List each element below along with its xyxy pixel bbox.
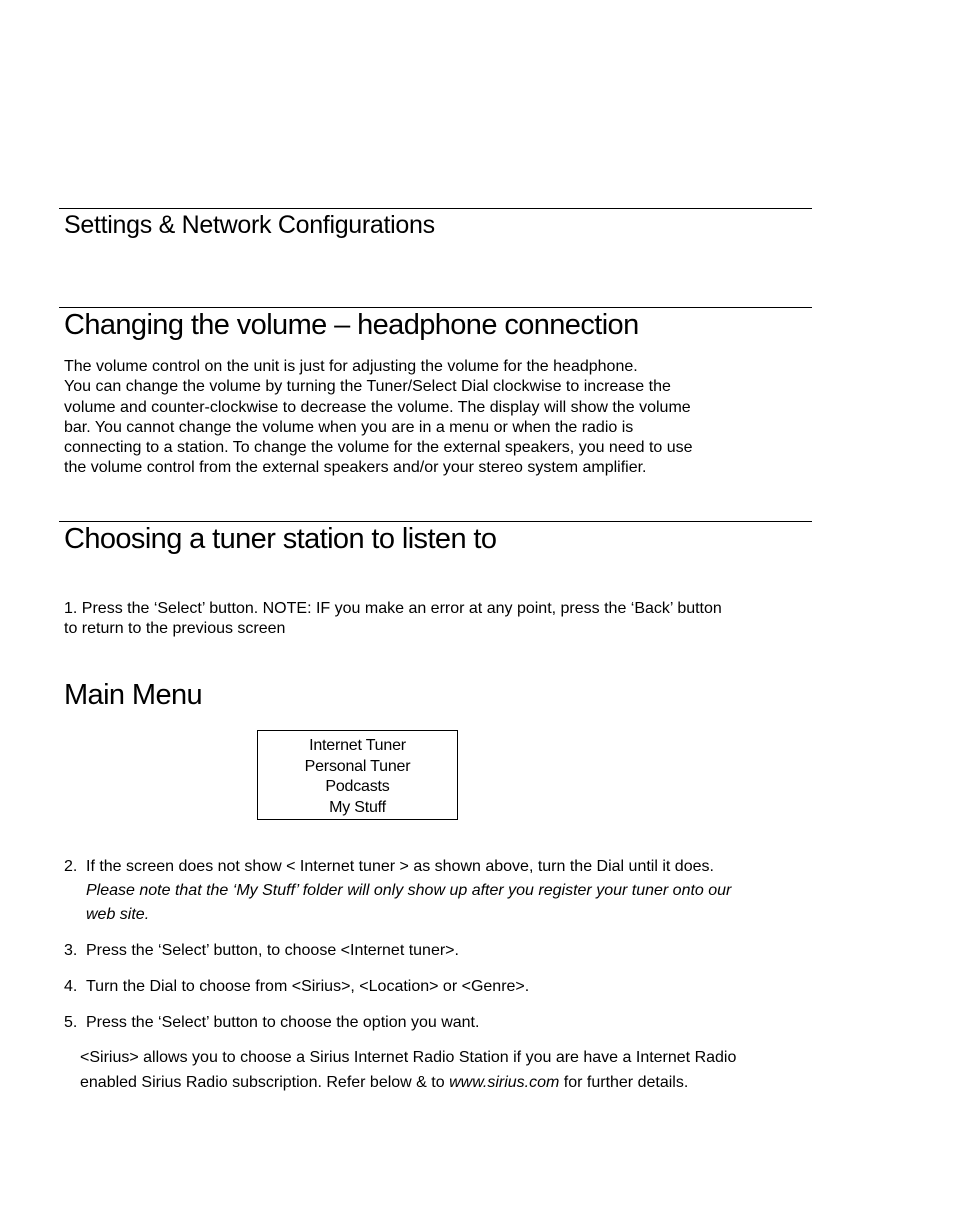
settings-section-title: Settings & Network Configurations bbox=[64, 211, 435, 239]
step-number: 2. bbox=[64, 858, 78, 875]
sirius-website-link[interactable]: www.sirius.com bbox=[449, 1074, 560, 1091]
step-5 bbox=[64, 1011, 479, 1035]
step-number: 3. bbox=[64, 942, 78, 959]
step-number: 4. bbox=[64, 978, 78, 995]
step-number: 5. bbox=[64, 1014, 78, 1031]
main-menu-display bbox=[257, 730, 458, 820]
main-menu-title: Main Menu bbox=[64, 679, 203, 711]
menu-item-internet-tuner: Internet Tuner bbox=[309, 737, 406, 754]
menu-item-my-stuff: My Stuff bbox=[329, 798, 386, 816]
step-text: Press the ‘Select’ button, to choose <Internet tuner>. bbox=[86, 942, 459, 959]
tuner-section-title: Choosing a tuner station to listen to bbox=[64, 523, 497, 555]
section-divider bbox=[59, 208, 812, 209]
step-2-note-line: Please note that the ‘My Stuff’ folder will only show up after you register your tuner onto our bbox=[86, 882, 732, 899]
sirius-line: <Sirius> allows you to choose a Sirius Internet Radio Station if you are have a Internet Radio bbox=[80, 1049, 737, 1066]
paragraph-line: volume and counter-clockwise to decrease the volume. The display will show the volume bbox=[64, 398, 691, 416]
step-text: Press the ‘Select’ button to choose the option you want. bbox=[86, 1014, 480, 1031]
sirius-text: for further details. bbox=[559, 1074, 689, 1091]
step-2-note-line: web site. bbox=[86, 906, 150, 923]
sirius-text: enabled Sirius Radio subscription. Refer below & to bbox=[80, 1074, 450, 1091]
paragraph-line: the volume control from the external speakers and/or your stereo system amplifier. bbox=[64, 459, 647, 477]
paragraph-line: connecting to a station. To change the volume for the external speakers, you need to use bbox=[64, 439, 693, 457]
volume-section-title: Changing the volume – headphone connection bbox=[64, 309, 639, 341]
step-text: If the screen does not show < Internet tuner > as shown above, turn the Dial until it does. bbox=[86, 858, 714, 875]
step-4 bbox=[64, 975, 529, 999]
paragraph-line: You can change the volume by turning the Tuner/Select Dial clockwise to increase the bbox=[64, 378, 671, 396]
step-2 bbox=[64, 855, 714, 879]
menu-item-podcasts: Podcasts bbox=[325, 778, 390, 795]
paragraph-line: 1. Press the ‘Select’ button. NOTE: IF you make an error at any point, press the ‘Back’ button bbox=[64, 600, 722, 617]
sirius-line bbox=[80, 1070, 688, 1095]
step-3 bbox=[64, 939, 459, 963]
section-divider bbox=[59, 521, 812, 522]
paragraph-line: The volume control on the unit is just for adjusting the volume for the headphone. bbox=[64, 358, 638, 375]
paragraph-line: to return to the previous screen bbox=[64, 620, 286, 638]
section-divider bbox=[59, 307, 812, 308]
step-text: Turn the Dial to choose from <Sirius>, <Location> or <Genre>. bbox=[86, 978, 530, 995]
volume-paragraph bbox=[64, 357, 824, 479]
paragraph-line: bar. You cannot change the volume when you are in a menu or when the radio is bbox=[64, 418, 634, 436]
menu-item-personal-tuner: Personal Tuner bbox=[304, 757, 411, 775]
tuner-paragraph bbox=[64, 599, 824, 640]
